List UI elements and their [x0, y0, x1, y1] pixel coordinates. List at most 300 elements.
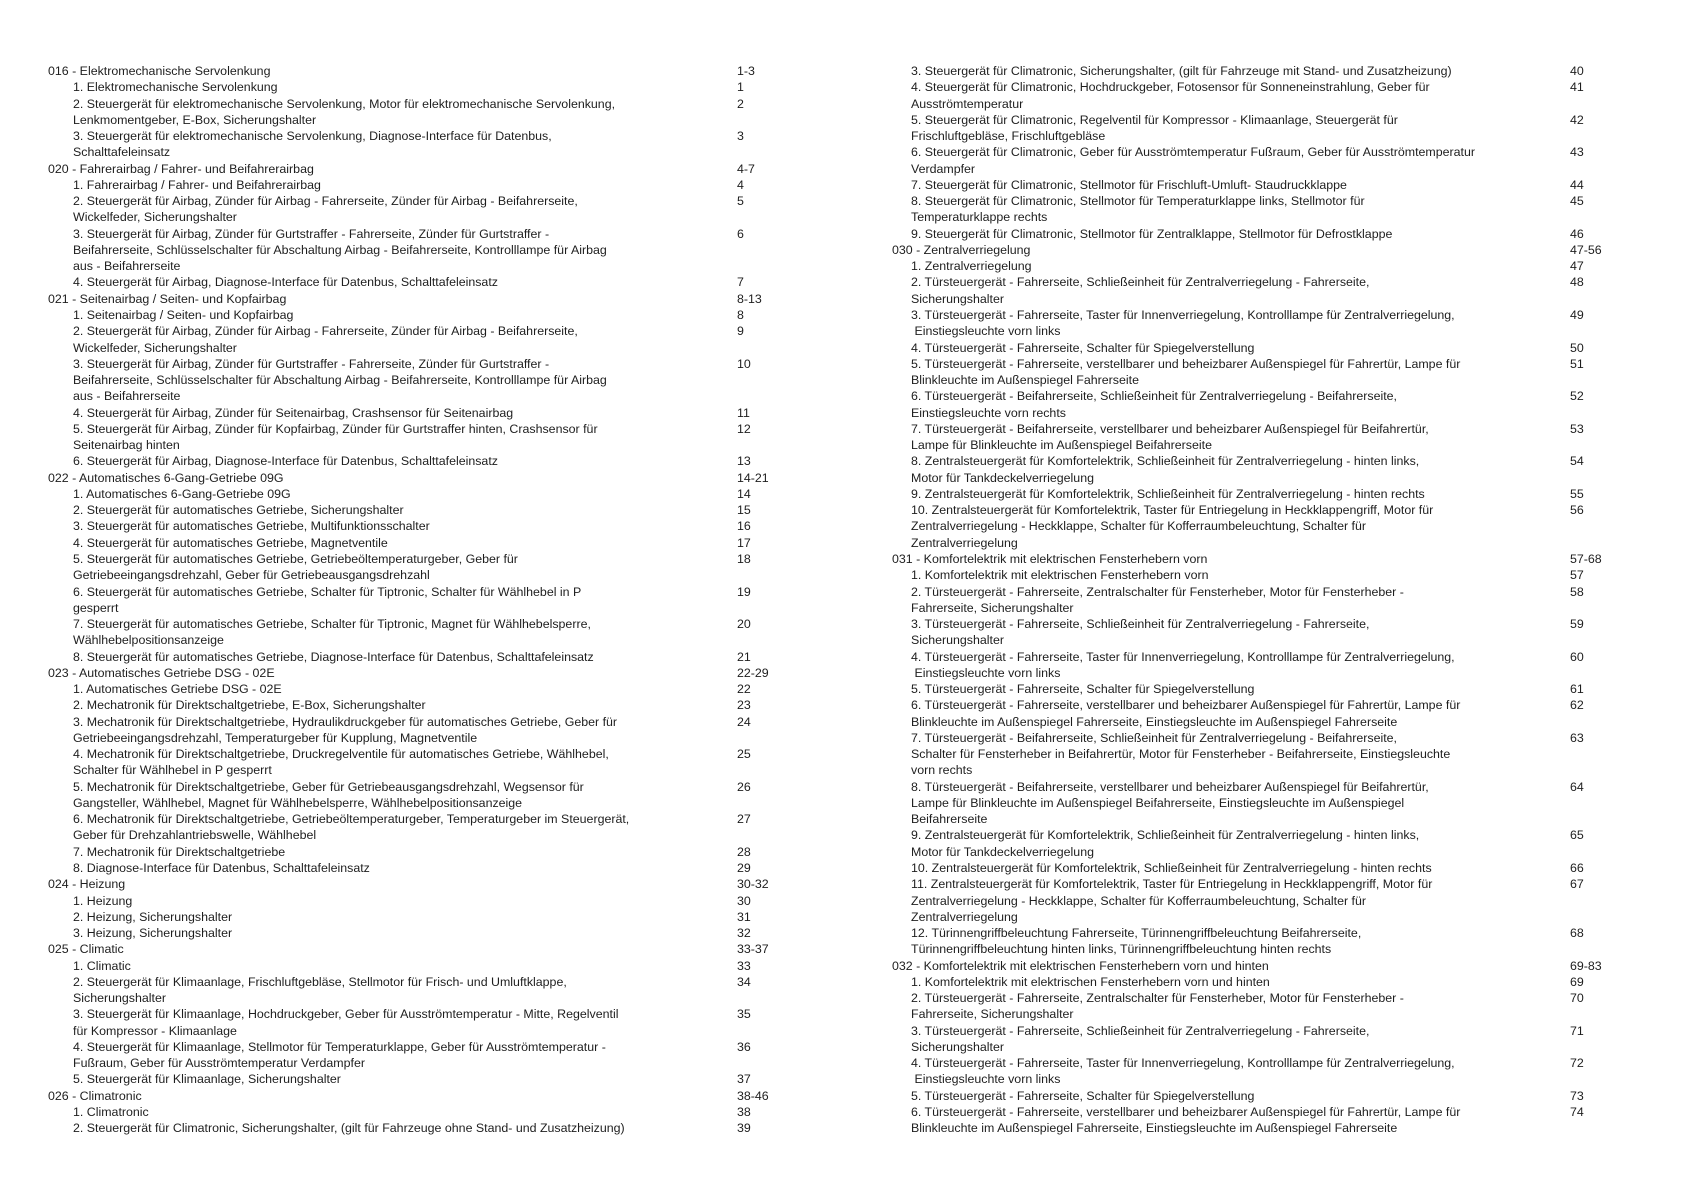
toc-section-line: [892, 242, 1652, 258]
toc-entry-line: [48, 746, 808, 762]
toc-page-number: 38-46: [737, 1088, 769, 1103]
toc-entry-line: [892, 535, 1652, 551]
toc-entry-line: [48, 616, 808, 632]
toc-page-number: 54: [1570, 454, 1584, 469]
toc-entry-line: [892, 909, 1652, 925]
toc-entry-line: [48, 730, 808, 746]
toc-entry-text: 8. Steuergerät für Climatronic, Stellmotor für Temperaturklappe links, Stellmotor für: [911, 194, 1365, 209]
toc-entry-text: Wickelfeder, Sicherungshalter: [73, 210, 237, 225]
toc-page-number: 63: [1570, 730, 1584, 745]
toc-page-number: 29: [737, 861, 751, 876]
toc-section-line: [48, 1088, 808, 1104]
toc-entry-line: [892, 844, 1652, 860]
toc-entry-line: [892, 144, 1652, 160]
toc-page-number: 36: [737, 1039, 751, 1054]
toc-entry-line: [48, 502, 808, 518]
toc-entry-text: Einstiegsleuchte vorn rechts: [911, 405, 1066, 420]
toc-entry-line: [892, 421, 1652, 437]
toc-entry-text: 3. Steuergerät für automatisches Getriebe, Multifunktionsschalter: [73, 519, 430, 534]
toc-entry-text: Ausströmtemperatur: [911, 96, 1024, 111]
toc-page-number: 18: [737, 551, 751, 566]
toc-entry-line: [892, 827, 1652, 843]
toc-page-number: 5: [737, 194, 744, 209]
toc-entry-text: Lampe für Blinkleuchte im Außenspiegel Beifahrerseite: [911, 438, 1212, 453]
toc-entry-text: 3. Türsteuergerät - Fahrerseite, Schließeinheit für Zentralverriegelung - Fahrerseite,: [911, 1023, 1370, 1038]
toc-page-number: 1: [737, 80, 744, 95]
toc-section-title: 031 - Komfortelektrik mit elektrischen Fensterhebern vorn: [892, 551, 1208, 566]
toc-entry-line: [892, 177, 1652, 193]
toc-entry-text: 7. Türsteuergerät - Beifahrerseite, verstellbarer und beheizbarer Außenspiegel für Beifahrertür,: [911, 421, 1429, 436]
toc-entry-text: Beifahrerseite, Schlüsselschalter für Abschaltung Airbag - Beifahrerseite, Kontrolllampe für Airbag: [73, 242, 607, 257]
toc-entry-text: 6. Steuergerät für Climatronic, Geber für Ausströmtemperatur Fußraum, Geber für Ausströmtemperatur: [911, 145, 1475, 160]
toc-entry-text: Einstiegsleuchte vorn links: [911, 324, 1061, 339]
toc-entry-line: [892, 1071, 1652, 1087]
toc-page-number: 3: [737, 129, 744, 144]
toc-page-number: 7: [737, 275, 744, 290]
toc-entry-text: 3. Mechatronik für Direktschaltgetriebe, Hydraulikdruckgeber für automatisches Getriebe, Geber für: [73, 714, 618, 729]
toc-entry-text: für Kompressor - Klimaanlage: [73, 1023, 237, 1038]
toc-page-number: 68: [1570, 926, 1584, 941]
toc-entry-text: 8. Steuergerät für automatisches Getriebe, Diagnose-Interface für Datenbus, Schalttafeleinsatz: [73, 649, 594, 664]
toc-entry-line: [892, 567, 1652, 583]
toc-entry-line: [48, 535, 808, 551]
toc-page-number: 47: [1570, 259, 1584, 274]
toc-entry-line: [892, 79, 1652, 95]
toc-entry-text: Geber für Drehzahlantriebswelle, Wählhebel: [73, 828, 317, 843]
toc-entry-line: [892, 161, 1652, 177]
toc-page-number: 48: [1570, 275, 1584, 290]
toc-entry-line: [48, 925, 808, 941]
toc-entry-text: Zentralverriegelung - Heckklappe, Schalter für Kofferraumbeleuchtung, Schalter für: [911, 519, 1367, 534]
toc-entry-line: [48, 567, 808, 583]
toc-entry-line: [892, 974, 1652, 990]
toc-page-number: 24: [737, 714, 751, 729]
toc-page-number: 33: [737, 958, 751, 973]
toc-entry-line: [48, 779, 808, 795]
toc-entry-text: 9. Zentralsteuergerät für Komfortelektrik, Schließeinheit für Zentralverriegelung - hinten links,: [911, 828, 1420, 843]
toc-entry-text: Beifahrerseite, Schlüsselschalter für Abschaltung Airbag - Beifahrerseite, Kontrolllampe für Airbag: [73, 373, 607, 388]
toc-entry-text: 3. Türsteuergerät - Fahrerseite, Taster für Innenverriegelung, Kontrolllampe für Zentralverriegelung,: [911, 307, 1455, 322]
toc-section-title: 024 - Heizung: [48, 877, 126, 892]
toc-entry-line: [48, 193, 808, 209]
toc-section-title: 032 - Komfortelektrik mit elektrischen Fensterhebern vorn und hinten: [892, 958, 1269, 973]
toc-entry-text: 1. Seitenairbag / Seiten- und Kopfairbag: [73, 307, 294, 322]
toc-entry-text: 8. Diagnose-Interface für Datenbus, Schalttafeleinsatz: [73, 861, 370, 876]
toc-section-title: 023 - Automatisches Getriebe DSG - 02E: [48, 665, 275, 680]
toc-page-number: 70: [1570, 991, 1584, 1006]
toc-entry-text: Sicherungshalter: [911, 633, 1004, 648]
toc-entry-text: 1. Climatic: [73, 958, 131, 973]
toc-section-title: 026 - Climatronic: [48, 1088, 142, 1103]
toc-page-number: 22-29: [737, 665, 769, 680]
toc-entry-line: [48, 551, 808, 567]
toc-entry-text: 9. Steuergerät für Climatronic, Stellmotor für Zentralklappe, Stellmotor für Defrostklappe: [911, 226, 1393, 241]
toc-entry-text: 1. Komfortelektrik mit elektrischen Fensterhebern vorn und hinten: [911, 974, 1270, 989]
toc-entry-text: Zentralverriegelung: [911, 909, 1018, 924]
toc-entry-line: [892, 258, 1652, 274]
toc-page-number: 42: [1570, 112, 1584, 127]
toc-entry-text: Blinkleuchte im Außenspiegel Fahrerseite: [911, 373, 1139, 388]
toc-entry-text: 4. Steuergerät für Airbag, Diagnose-Interface für Datenbus, Schalttafeleinsatz: [73, 275, 498, 290]
toc-entry-line: [892, 1006, 1652, 1022]
toc-entry-text: 1. Fahrerairbag / Fahrer- und Beifahrerairbag: [73, 177, 321, 192]
toc-entry-line: [48, 323, 808, 339]
toc-section-title: 022 - Automatisches 6-Gang-Getriebe 09G: [48, 470, 284, 485]
toc-entry-line: [892, 372, 1652, 388]
toc-entry-text: 4. Türsteuergerät - Fahrerseite, Schalter für Spiegelverstellung: [911, 340, 1255, 355]
toc-entry-text: 6. Mechatronik für Direktschaltgetriebe, Getriebeöltemperaturgeber, Temperaturgeber im Steuergerät,: [73, 812, 630, 827]
toc-entry-text: Getriebeeingangsdrehzahl, Temperaturgeber für Kupplung, Magnetventile: [73, 730, 478, 745]
toc-page-number: 21: [737, 649, 751, 664]
toc-page-number: 53: [1570, 421, 1584, 436]
toc-section-line: [48, 876, 808, 892]
toc-page-number: 52: [1570, 389, 1584, 404]
toc-entry-line: [892, 226, 1652, 242]
toc-entry-text: Temperaturklappe rechts: [911, 210, 1048, 225]
toc-entry-line: [892, 811, 1652, 827]
toc-page-number: 56: [1570, 503, 1584, 518]
toc-entry-line: [892, 193, 1652, 209]
toc-section-line: [48, 291, 808, 307]
toc-page-number: 74: [1570, 1105, 1584, 1119]
toc-entry-line: [48, 844, 808, 860]
toc-page-number: 14: [737, 486, 751, 501]
toc-entry-line: [48, 258, 808, 274]
toc-entry-line: [48, 795, 808, 811]
toc-entry-text: 12. Türinnengriffbeleuchtung Fahrerseite, Türinnengriffbeleuchtung Beifahrerseite,: [911, 926, 1362, 941]
toc-entry-line: [48, 1055, 808, 1071]
toc-page-number: 43: [1570, 145, 1584, 160]
toc-page-number: 44: [1570, 177, 1584, 192]
toc-entry-line: [48, 1071, 808, 1087]
toc-page-number: 31: [737, 909, 751, 924]
toc-page-number: 22: [737, 682, 751, 697]
toc-entry-line: [48, 681, 808, 697]
toc-entry-text: aus - Beifahrerseite: [73, 389, 181, 404]
toc-entry-text: Verdampfer: [911, 161, 976, 176]
toc-page-number: 55: [1570, 486, 1584, 501]
toc-entry-text: aus - Beifahrerseite: [73, 259, 181, 274]
toc-entry-line: [48, 909, 808, 925]
toc-entry-text: 5. Türsteuergerät - Fahrerseite, verstellbarer und beheizbarer Außenspiegel für Fahrertür, Lampe für: [911, 356, 1461, 371]
toc-entry-text: 7. Mechatronik für Direktschaltgetriebe: [73, 844, 286, 859]
toc-entry-text: 2. Steuergerät für Airbag, Zünder für Airbag - Fahrerseite, Zünder für Airbag - Beifahrerseite,: [73, 324, 578, 339]
toc-entry-text: 2. Heizung, Sicherungshalter: [73, 909, 233, 924]
toc-page-number: 33-37: [737, 942, 769, 957]
toc-entry-line: [48, 405, 808, 421]
toc-page-number: 32: [737, 926, 751, 941]
toc-entry-line: [892, 453, 1652, 469]
toc-entry-text: Türinnengriffbeleuchtung hinten links, Türinnengriffbeleuchtung hinten rechts: [911, 942, 1332, 957]
toc-page-number: 69: [1570, 974, 1584, 989]
toc-entry-line: [892, 632, 1652, 648]
toc-entry-text: Motor für Tankdeckelverriegelung: [911, 470, 1094, 485]
toc-entry-line: [48, 1104, 808, 1120]
toc-entry-line: [892, 1055, 1652, 1071]
toc-entry-text: Zentralverriegelung - Heckklappe, Schalter für Kofferraumbeleuchtung, Schalter für: [911, 893, 1367, 908]
toc-entry-text: Sicherungshalter: [911, 1039, 1004, 1054]
toc-entry-text: 1. Climatronic: [73, 1105, 149, 1119]
toc-entry-line: [892, 209, 1652, 225]
toc-entry-line: [892, 584, 1652, 600]
toc-entry-text: Beifahrerseite: [911, 812, 988, 827]
toc-page-number: 64: [1570, 779, 1584, 794]
toc-page-number: 25: [737, 747, 751, 762]
toc-entry-line: [48, 421, 808, 437]
toc-page-number: 50: [1570, 340, 1584, 355]
toc-entry-text: 5. Türsteuergerät - Fahrerseite, Schalter für Spiegelverstellung: [911, 682, 1255, 697]
toc-page-number: 19: [737, 584, 751, 599]
toc-entry-line: [892, 714, 1652, 730]
toc-page-number: 45: [1570, 194, 1584, 209]
toc-page-number: 14-21: [737, 470, 769, 485]
toc-entry-line: [892, 762, 1652, 778]
toc-entry-text: 3. Steuergerät für Klimaanlage, Hochdruckgeber, Geber für Ausströmtemperatur - Mitte, Regelventil: [73, 1007, 619, 1022]
toc-page-number: 71: [1570, 1023, 1584, 1038]
toc-page-number: 62: [1570, 698, 1584, 713]
toc-entry-line: [48, 1120, 808, 1136]
toc-entry-line: [48, 453, 808, 469]
toc-page-number: 1-3: [737, 64, 755, 78]
toc-entry-text: 4. Steuergerät für Klimaanlage, Stellmotor für Temperaturklappe, Geber für Ausströmtemperatur -: [73, 1039, 606, 1054]
toc-entry-text: 2. Mechatronik für Direktschaltgetriebe, E-Box, Sicherungshalter: [73, 698, 426, 713]
toc-section-title: 025 - Climatic: [48, 942, 124, 957]
toc-entry-line: [892, 1023, 1652, 1039]
toc-column-right: [892, 63, 1652, 1137]
toc-entry-text: 1. Automatisches 6-Gang-Getriebe 09G: [73, 486, 291, 501]
toc-page-number: 17: [737, 535, 751, 550]
toc-entry-line: [892, 616, 1652, 632]
toc-entry-line: [48, 79, 808, 95]
toc-page-number: 15: [737, 503, 751, 518]
toc-entry-line: [892, 274, 1652, 290]
toc-entry-text: 4. Mechatronik für Direktschaltgetriebe, Druckregelventile für automatisches Getriebe, Wählhebel,: [73, 747, 609, 762]
toc-entry-text: 1. Komfortelektrik mit elektrischen Fensterhebern vorn: [911, 568, 1209, 583]
toc-entry-text: 5. Türsteuergerät - Fahrerseite, Schalter für Spiegelverstellung: [911, 1088, 1255, 1103]
toc-entry-text: Frischluftgebläse, Frischluftgebläse: [911, 129, 1106, 144]
toc-entry-line: [48, 112, 808, 128]
toc-page-number: 46: [1570, 226, 1584, 241]
toc-entry-line: [892, 1088, 1652, 1104]
toc-entry-line: [48, 827, 808, 843]
toc-entry-text: gesperrt: [73, 600, 119, 615]
toc-entry-text: 4. Türsteuergerät - Fahrerseite, Taster für Innenverriegelung, Kontrolllampe für Zentralverriegelung,: [911, 649, 1455, 664]
toc-entry-line: [48, 356, 808, 372]
toc-entry-line: [48, 226, 808, 242]
toc-page-number: 51: [1570, 356, 1584, 371]
toc-entry-line: [892, 518, 1652, 534]
toc-entry-text: 2. Steuergerät für automatisches Getriebe, Sicherungshalter: [73, 503, 404, 518]
toc-entry-text: Schalter für Wählhebel in P gesperrt: [73, 763, 272, 778]
toc-section-title: 016 - Elektromechanische Servolenkung: [48, 64, 271, 78]
toc-entry-line: [892, 1104, 1652, 1120]
toc-entry-line: [48, 144, 808, 160]
toc-entry-line: [892, 112, 1652, 128]
toc-entry-line: [48, 274, 808, 290]
toc-page-number: 61: [1570, 682, 1584, 697]
toc-entry-text: 6. Steuergerät für automatisches Getriebe, Schalter für Tiptronic, Schalter für Wählhebel in P: [73, 584, 582, 599]
toc-page-number: 58: [1570, 584, 1584, 599]
toc-page-number: 13: [737, 454, 751, 469]
toc-entry-line: [48, 893, 808, 909]
toc-entry-line: [48, 811, 808, 827]
toc-entry-line: [48, 990, 808, 1006]
toc-page-number: 4-7: [737, 161, 755, 176]
toc-page-number: 41: [1570, 80, 1584, 95]
toc-entry-text: 6. Türsteuergerät - Beifahrerseite, Schließeinheit für Zentralverriegelung - Beifahrerseite,: [911, 389, 1397, 404]
toc-column-left: [48, 63, 808, 1137]
toc-entry-line: [48, 1039, 808, 1055]
toc-entry-text: 2. Türsteuergerät - Fahrerseite, Zentralschalter für Fensterheber, Motor für Fensterheber -: [911, 584, 1404, 599]
toc-entry-text: 5. Mechatronik für Direktschaltgetriebe, Geber für Getriebeausgangsdrehzahl, Wegsensor für: [73, 779, 584, 794]
toc-entry-line: [48, 242, 808, 258]
toc-section-line: [48, 665, 808, 681]
toc-page-number: 47-56: [1570, 242, 1602, 257]
toc-entry-text: vorn rechts: [911, 763, 973, 778]
toc-entry-text: Seitenairbag hinten: [73, 438, 180, 453]
toc-entry-text: 6. Türsteuergerät - Fahrerseite, verstellbarer und beheizbarer Außenspiegel für Fahrertür, Lampe für: [911, 698, 1461, 713]
toc-entry-text: 2. Steuergerät für elektromechanische Servolenkung, Motor für elektromechanische Servolenkung,: [73, 96, 616, 111]
toc-entry-text: 7. Steuergerät für Climatronic, Stellmotor für Frischluft-Umluft- Staudruckklappe: [911, 177, 1347, 192]
toc-page-number: 30-32: [737, 877, 769, 892]
toc-page-number: 9: [737, 324, 744, 339]
toc-entry-text: Getriebeeingangsdrehzahl, Geber für Getriebeausgangsdrehzahl: [73, 568, 430, 583]
toc-section-title: 021 - Seitenairbag / Seiten- und Kopfairbag: [48, 291, 287, 306]
toc-entry-line: [48, 388, 808, 404]
toc-section-title: 020 - Fahrerairbag / Fahrer- und Beifahrerairbag: [48, 161, 314, 176]
toc-page-number: 69-83: [1570, 958, 1602, 973]
toc-entry-line: [892, 502, 1652, 518]
toc-page-number: 65: [1570, 828, 1584, 843]
toc-entry-line: [892, 681, 1652, 697]
toc-entry-line: [892, 697, 1652, 713]
toc-entry-line: [892, 1120, 1652, 1136]
toc-entry-text: 3. Heizung, Sicherungshalter: [73, 926, 233, 941]
toc-entry-text: 1. Elektromechanische Servolenkung: [73, 80, 278, 95]
toc-entry-text: Sicherungshalter: [911, 291, 1004, 306]
toc-page-number: 20: [737, 617, 751, 632]
toc-page-number: 37: [737, 1072, 751, 1087]
toc-page-number: 12: [737, 421, 751, 436]
toc-entry-text: Fahrerseite, Sicherungshalter: [911, 1007, 1074, 1022]
toc-entry-line: [892, 990, 1652, 1006]
toc-entry-line: [892, 665, 1652, 681]
toc-section-line: [892, 551, 1652, 567]
toc-entry-text: Einstiegsleuchte vorn links: [911, 1072, 1061, 1087]
toc-entry-text: 4. Steuergerät für Airbag, Zünder für Seitenairbag, Crashsensor für Seitenairbag: [73, 405, 514, 420]
toc-entry-line: [892, 128, 1652, 144]
toc-page-number: 16: [737, 519, 751, 534]
toc-entry-text: Wählhebelpositionsanzeige: [73, 633, 224, 648]
toc-entry-line: [892, 470, 1652, 486]
toc-entry-line: [892, 941, 1652, 957]
toc-entry-line: [48, 96, 808, 112]
toc-entry-text: 4. Türsteuergerät - Fahrerseite, Taster für Innenverriegelung, Kontrolllampe für Zentralverriegelung,: [911, 1056, 1455, 1071]
toc-page-number: 73: [1570, 1088, 1584, 1103]
toc-entry-line: [48, 128, 808, 144]
toc-page-number: 8-13: [737, 291, 762, 306]
toc-entry-text: 2. Steuergerät für Airbag, Zünder für Airbag - Fahrerseite, Zünder für Airbag - Beifahrerseite,: [73, 194, 578, 209]
toc-entry-line: [892, 323, 1652, 339]
toc-entry-line: [48, 649, 808, 665]
toc-entry-text: Lampe für Blinkleuchte im Außenspiegel Beifahrerseite, Einstiegsleuchte im Außenspiegel: [911, 795, 1405, 810]
toc-page-number: 66: [1570, 861, 1584, 876]
toc-page-number: 2: [737, 96, 744, 111]
toc-entry-text: 1. Heizung: [73, 893, 133, 908]
toc-page-number: 67: [1570, 877, 1584, 892]
toc-entry-line: [48, 177, 808, 193]
toc-entry-line: [48, 1023, 808, 1039]
toc-entry-line: [892, 746, 1652, 762]
toc-section-line: [892, 958, 1652, 974]
toc-page-number: 28: [737, 844, 751, 859]
toc-entry-line: [48, 697, 808, 713]
toc-entry-text: Schalter für Fensterheber in Beifahrertür, Motor für Fensterheber - Beifahrerseite, Einstiegsleuchte: [911, 747, 1451, 762]
toc-entry-text: 5. Steuergerät für Airbag, Zünder für Kopfairbag, Zünder für Gurtstraffer hinten, Crashsensor für: [73, 421, 598, 436]
toc-page-number: 57: [1570, 568, 1584, 583]
toc-page-number: 26: [737, 779, 751, 794]
toc-entry-text: 1. Zentralverriegelung: [911, 259, 1032, 274]
toc-entry-text: Gangsteller, Wählhebel, Magnet für Wählhebelsperre, Wählhebelpositionsanzeige: [73, 795, 523, 810]
toc-entry-text: Fußraum, Geber für Ausströmtemperatur Verdampfer: [73, 1056, 365, 1071]
toc-entry-text: 4. Steuergerät für Climatronic, Hochdruckgeber, Fotosensor für Sonneneinstrahlung, Geber für: [911, 80, 1430, 95]
toc-page-number: 59: [1570, 617, 1584, 632]
toc-entry-text: Schalttafeleinsatz: [73, 145, 171, 160]
toc-entry-line: [892, 307, 1652, 323]
toc-section-line: [48, 470, 808, 486]
toc-entry-line: [892, 893, 1652, 909]
toc-entry-text: 2. Steuergerät für Klimaanlage, Frischluftgebläse, Stellmotor für Frisch- und Umluftklappe,: [73, 974, 567, 989]
toc-entry-text: Lenkmomentgeber, E-Box, Sicherungshalter: [73, 112, 317, 127]
toc-entry-line: [48, 600, 808, 616]
toc-page-number: 57-68: [1570, 551, 1602, 566]
toc-entry-line: [48, 632, 808, 648]
toc-entry-line: [48, 209, 808, 225]
toc-page-number: 60: [1570, 649, 1584, 664]
toc-entry-text: 7. Steuergerät für automatisches Getriebe, Schalter für Tiptronic, Magnet für Wählhebelsperre,: [73, 617, 591, 632]
toc-entry-line: [892, 600, 1652, 616]
toc-entry-text: 2. Türsteuergerät - Fahrerseite, Zentralschalter für Fensterheber, Motor für Fensterheber -: [911, 991, 1404, 1006]
toc-entry-text: 3. Steuergerät für elektromechanische Servolenkung, Diagnose-Interface für Datenbus,: [73, 129, 552, 144]
toc-entry-text: 6. Türsteuergerät - Fahrerseite, verstellbarer und beheizbarer Außenspiegel für Fahrertür, Lampe für: [911, 1105, 1461, 1119]
toc-entry-line: [892, 63, 1652, 79]
toc-entry-text: Blinkleuchte im Außenspiegel Fahrerseite, Einstiegsleuchte im Außenspiegel Fahrerseite: [911, 1121, 1398, 1136]
toc-page-number: 38: [737, 1105, 751, 1119]
toc-entry-text: 3. Steuergerät für Climatronic, Sicherungshalter, (gilt für Fahrzeuge mit Stand- und Zusatzheizung): [911, 64, 1452, 78]
toc-page-number: 30: [737, 893, 751, 908]
toc-entry-line: [48, 584, 808, 600]
toc-page-number: 72: [1570, 1056, 1584, 1071]
toc-entry-text: Einstiegsleuchte vorn links: [911, 665, 1061, 680]
toc-entry-line: [892, 405, 1652, 421]
toc-page-number: 40: [1570, 64, 1584, 78]
toc-page-number: 49: [1570, 307, 1584, 322]
toc-entry-line: [892, 291, 1652, 307]
toc-entry-line: [48, 372, 808, 388]
toc-page-number: 6: [737, 226, 744, 241]
toc-entry-text: 5. Steuergerät für automatisches Getriebe, Getriebeöltemperaturgeber, Geber für: [73, 551, 518, 566]
toc-entry-text: Fahrerseite, Sicherungshalter: [911, 600, 1074, 615]
toc-entry-text: Motor für Tankdeckelverriegelung: [911, 844, 1094, 859]
toc-entry-text: 2. Türsteuergerät - Fahrerseite, Schließeinheit für Zentralverriegelung - Fahrerseite,: [911, 275, 1370, 290]
toc-entry-line: [892, 388, 1652, 404]
toc-page-number: 39: [737, 1121, 751, 1136]
toc-page-number: 23: [737, 698, 751, 713]
toc-entry-line: [48, 958, 808, 974]
toc-entry-text: Blinkleuchte im Außenspiegel Fahrerseite, Einstiegsleuchte im Außenspiegel Fahrerseite: [911, 714, 1398, 729]
toc-entry-text: Zentralverriegelung: [911, 535, 1018, 550]
toc-entry-line: [892, 486, 1652, 502]
